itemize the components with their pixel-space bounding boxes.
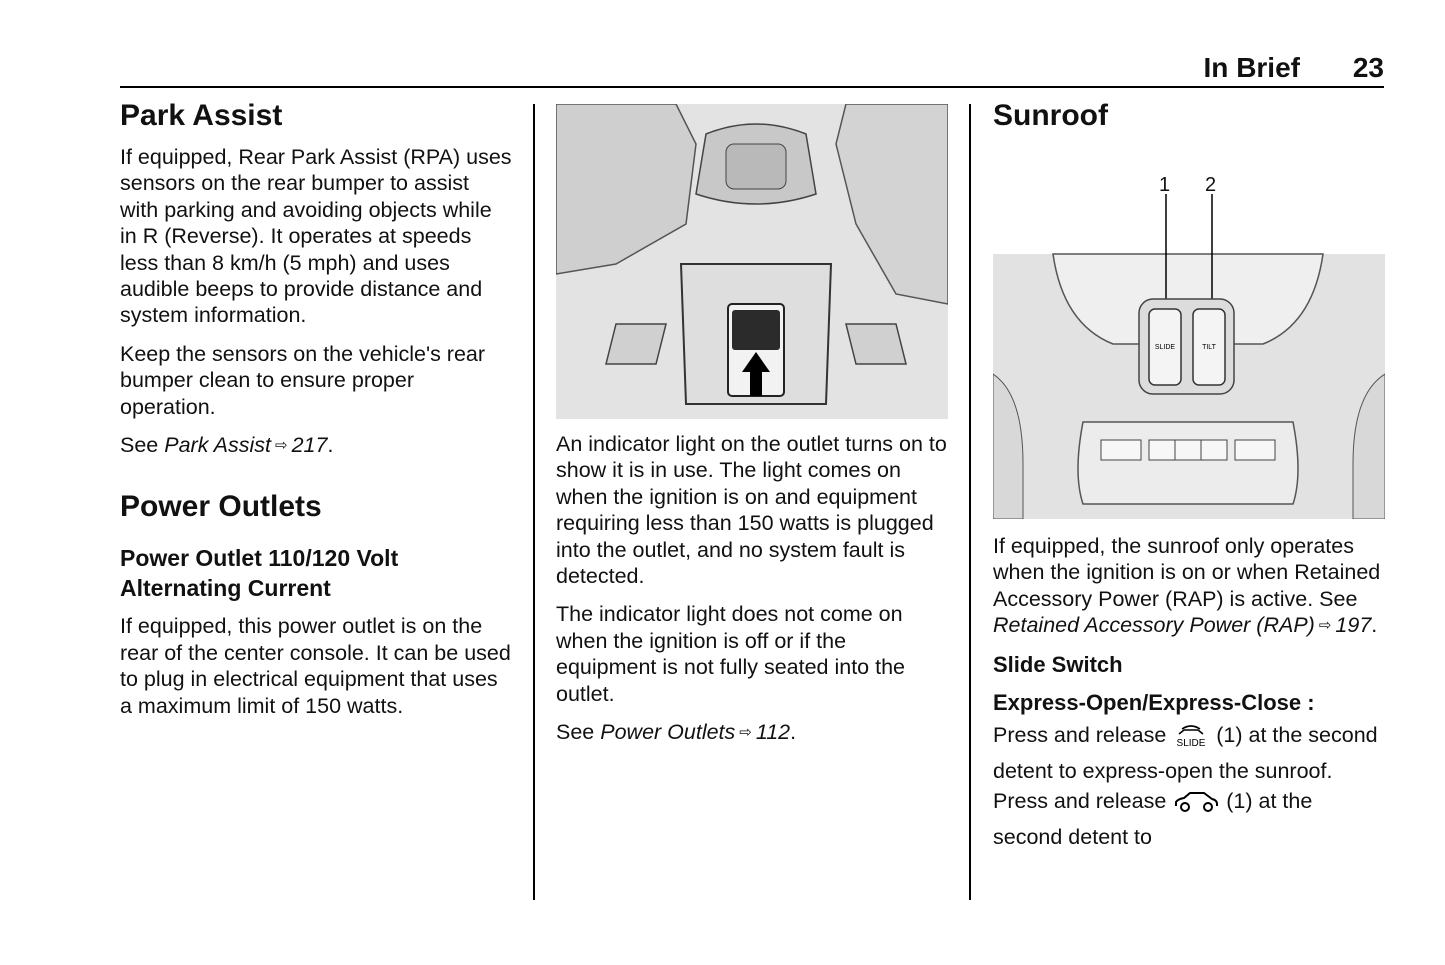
express-open-close-heading: Express-Open/Express-Close : xyxy=(993,689,1315,715)
slide-switch-label: SLIDE xyxy=(1154,344,1176,351)
sunroof-paragraph: If equipped, the sunroof only operates when the ignition is on or when Retained Accessory Power (RAP) is active. See Retained Accessory Power (RAP) ⇨ 197. xyxy=(993,534,1381,638)
power-outlet-paragraph: If equipped, this power outlet is on the rear of the center console. It can be used to plug in electrical equipment that uses a maximum limit of 150 watts. xyxy=(120,614,511,718)
slide-switch-heading: Slide Switch xyxy=(993,651,1123,677)
callout-1: 1 xyxy=(1159,174,1171,196)
express-instructions: Press and release SLIDE (1) at the second detent to express-open the sunroof. Press and release (1) at the second detent to xyxy=(993,722,1378,849)
power-outlets-cross-reference: See Power Outlets ⇨ 112. xyxy=(556,720,797,745)
park-assist-paragraph: If equipped, Rear Park Assist (RPA) uses sensors on the rear bumper to assist with parking and avoiding objects while in R (Reverse). It operates at speeds less than 8 km/h (5 mph) and uses audible beeps to provide distance and system information. xyxy=(120,145,512,328)
callout-2: 2 xyxy=(1205,174,1217,196)
svg-text:SLIDE: SLIDE xyxy=(1176,737,1206,748)
column-divider xyxy=(969,104,971,900)
power-outlets-link[interactable]: Power Outlets ⇨ 112 xyxy=(600,720,791,745)
column-divider xyxy=(533,104,535,900)
column-middle xyxy=(556,104,948,746)
indicator-light-paragraph: An indicator light on the outlet turns on to show it is in use. The light comes on when the ignition is on and equipment requiring less than 150 watts is plugged into the outlet, and no system fault is detected. xyxy=(556,432,947,589)
column-left xyxy=(120,98,512,719)
park-assist-link[interactable]: Park Assist ⇨ 217 xyxy=(164,433,328,458)
page-number: 23 xyxy=(1352,52,1384,83)
page-arrow-icon: ⇨ xyxy=(739,724,752,742)
page-arrow-icon: ⇨ xyxy=(1318,617,1332,635)
sunroof-heading: Sunroof xyxy=(993,99,1108,132)
section-title: In Brief xyxy=(1203,52,1300,83)
tilt-switch-label: TILT xyxy=(1202,344,1216,351)
park-assist-cross-reference: See Park Assist ⇨ 217. xyxy=(120,433,334,458)
indicator-light-paragraph: The indicator light does not come on when the ignition is off or if the equipment is not fully seated into the outlet. xyxy=(556,602,905,706)
slide-car-icon xyxy=(1172,722,1210,756)
power-outlet-subheading: Power Outlet 110/120 Volt Alternating Current xyxy=(120,545,399,602)
page-arrow-icon: ⇨ xyxy=(274,437,288,455)
sunroof-figure xyxy=(993,174,1385,519)
power-outlet-figure xyxy=(556,104,948,419)
park-assist-paragraph: Keep the sensors on the vehicle's rear bumper clean to ensure proper operation. xyxy=(120,341,486,419)
car-icon xyxy=(1172,790,1220,822)
power-outlets-heading: Power Outlets xyxy=(120,490,322,524)
park-assist-heading: Park Assist xyxy=(120,99,283,132)
page-header xyxy=(120,52,1384,88)
rap-link[interactable]: Retained Accessory Power (RAP) ⇨ 197 xyxy=(993,613,1372,638)
column-right xyxy=(993,98,1385,852)
